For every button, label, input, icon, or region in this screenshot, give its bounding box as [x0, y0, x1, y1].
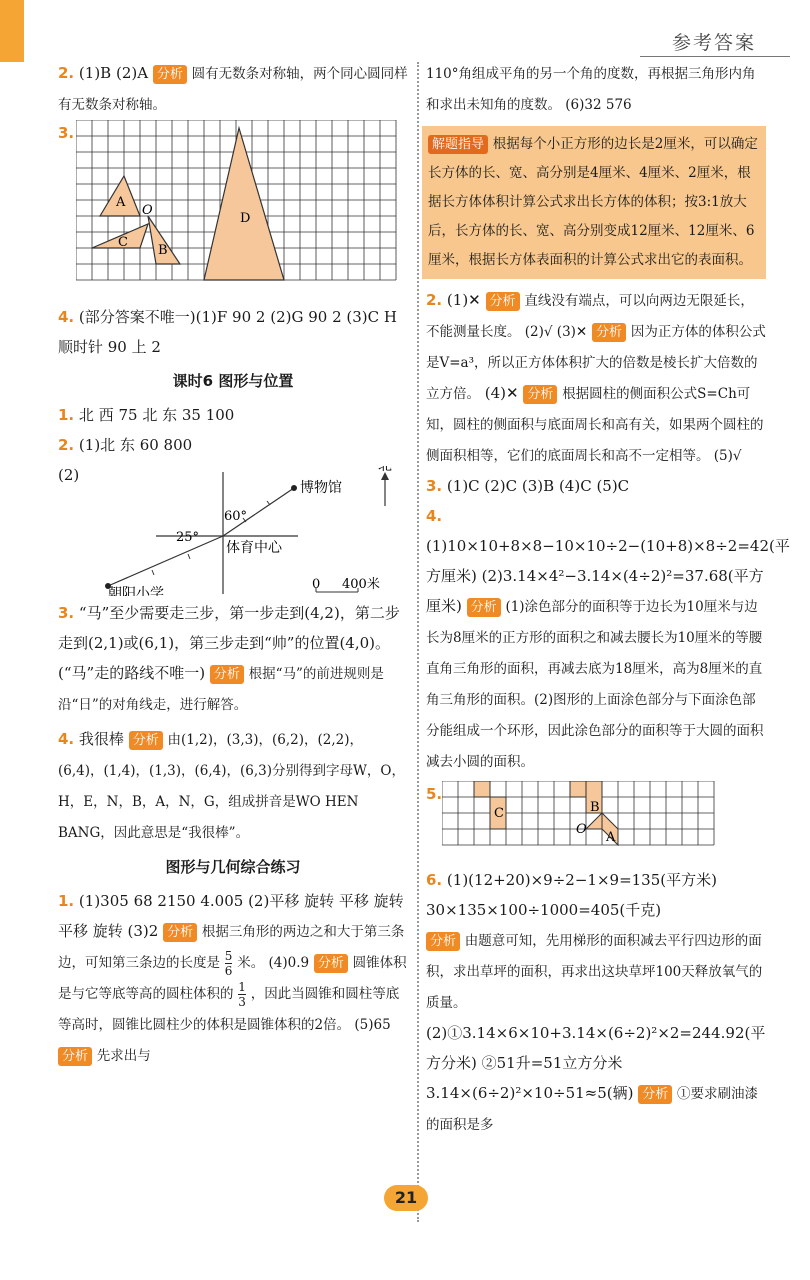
label-a: A	[116, 195, 126, 210]
header-title: 参考答案	[672, 32, 757, 54]
fraction-1-3: $\frac{1}{3}$	[238, 979, 246, 1009]
sports-center-label: 体育中心	[226, 540, 282, 556]
lesson6-title: 课时6 图形与位置	[172, 372, 294, 390]
right-answer-4: 4. (1)10×10+8×8−10×10÷2−(10+8)×8÷2=42(平方厘米) (2)3.14×4²−3.14×(4÷2)²=37.68(平方厘米) 分析 (1)涂色部分的面积等于边长为10厘米与边长为8厘米的正方形的面积之和减去腰长为10厘米的等腰直角三角形的面积，再减去底为18厘米，高为8厘米的直角三角形的面积。(2)图形的上面涂色部分与下面涂色部分能组成一个环形，因此涂色部分的面积等于大圆的面积减去小圆的面积。	[426, 507, 790, 770]
left-column	[58, 58, 408, 1071]
analysis-tag: 分析	[153, 65, 187, 84]
page-number: 21	[384, 1185, 428, 1211]
right-answer-6: 6. (1)(12+20)×9÷2−1×9=135(平方米) 30×135×100÷1000=405(千克) 分析 由题意可知，先用梯形的面积减去平行四边形的面积，求出草坪的面积，再求出这块草坪100天释放氧气的质量。 (2)①3.14×6×10+3.14×(6÷2)²×2=244.92(平方分米) ②51升=51立方分米 3.14×(6÷2)²×10÷51≈5(辆) 分析 ①要求刷油漆的面积是多	[426, 871, 766, 1133]
column-divider	[417, 62, 419, 1222]
label-c: C	[118, 235, 128, 250]
lesson6-answer-3: 3. “马”至少需要走三步，第一步走到(4,2)，第二步走到(2,1)或(6,1)，第三步走到“帅”的位置(4,0)。(“马”走的路线不唯一) 分析 根据“马”的前进规则是沿“日”的对角线走，进行解答。	[58, 604, 400, 713]
lesson6-answer-2: 2. (1)北 东 60 800 (2)	[58, 436, 193, 484]
answer-2: 2. (1)B (2)A 分析 圆有无数条对称轴，两个同心圆同样有无数条对称轴。	[58, 64, 408, 113]
side-strip	[0, 0, 24, 62]
label-c5: C	[494, 806, 504, 821]
review-answer-1: 1. (1)305 68 2150 4.005 (2)平移 旋转 平移 旋转 平移 旋转 (3)2 分析 根据三角形的两边之和大于第三条边，可知第三条边的长度是 $\frac{5}{6}$ 米。 (4)0.9 分析 圆锥体积是与它等底等高的圆柱体积的 $\frac{1}{3}$ ，因此当圆锥和圆柱等底等高时，圆锥比圆柱少的体积是圆锥体积的2倍。 (5)65 分析 先求出与	[58, 892, 407, 1064]
north-label: 北	[378, 466, 392, 474]
right-answer-2: 2. (1)✕ 分析 直线没有端点，可以向两边无限延长，不能测量长度。 (2)√ (3)✕ 分析 因为正方体的体积公式是V=a³，所以正方体体积扩大的倍数是棱长扩大倍数的立方倍。 (4)✕ 分析 根据圆柱的侧面积公式S=Ch可知，圆柱的侧面积与底面周长和高有关，如果两个圆柱的侧面积相等，它们的底面周长和高不一定相等。 (5)√	[426, 291, 766, 464]
guide-tag: 解题指导	[428, 135, 488, 154]
school-label: 朝阳小学	[108, 586, 164, 596]
right-answer-3: 3. (1)C (2)C (3)B (4)C (5)C	[426, 477, 630, 495]
lesson6-answer-4: 4. 我很棒 分析 由(1,2)，(3,3)，(6,2)，(2,2)，(6,4)，(1,4)，(1,3)，(6,4)，(6,3)分别得到字母W，O，H，E，N，B，A，N，G，组成拼音是WO HEN BANG，因此意思是“我很棒”。	[58, 730, 405, 841]
label-d: D	[240, 211, 251, 226]
scale-zero: 0	[312, 577, 321, 592]
museum-label: 博物馆	[300, 480, 342, 496]
guide-box: 解题指导 根据每个小正方形的边长是2厘米，可以确定长方体的长、宽、高分别是4厘米、4厘米、2厘米，根据长方体体积计算公式求出长方体的体积；按3:1放大后，长方体的长、宽、高分别变成12厘米、12厘米、6厘米，根据长方体表面积的计算公式求出它的表面积。	[422, 126, 766, 279]
shape-d	[204, 128, 284, 280]
header-line	[640, 56, 790, 57]
angle-60: 60°	[224, 509, 248, 524]
answer-4: 4. (部分答案不唯一)(1)F 90 2 (2)G 90 2 (3)C H 顺时针 90 上 2	[58, 308, 397, 356]
angle-25: 25°	[176, 530, 200, 545]
review-title: 图形与几何综合练习	[165, 858, 301, 876]
scale-length: 400米	[342, 577, 380, 592]
grid-figure	[76, 120, 406, 302]
continued-text: 110°角组成平角的另一个角的度数，再根据三角形内角和求出未知角的度数。 (6)32 576	[426, 66, 756, 113]
position-diagram	[58, 466, 408, 596]
label-b: B	[158, 243, 168, 258]
label-b5: B	[590, 800, 600, 815]
right-answer-5: 5. C B A O	[426, 781, 766, 857]
label-o: O	[142, 203, 153, 218]
label-o5: O	[576, 822, 587, 837]
label-a5: A	[606, 830, 616, 845]
right-column	[426, 58, 790, 1140]
page-header	[640, 28, 790, 58]
answer-3: 3. D A B C O	[58, 120, 408, 302]
fraction-5-6: $\frac{5}{6}$	[224, 948, 233, 978]
lesson6-answer-1: 1. 北 西 75 北 东 35 100	[58, 406, 235, 424]
